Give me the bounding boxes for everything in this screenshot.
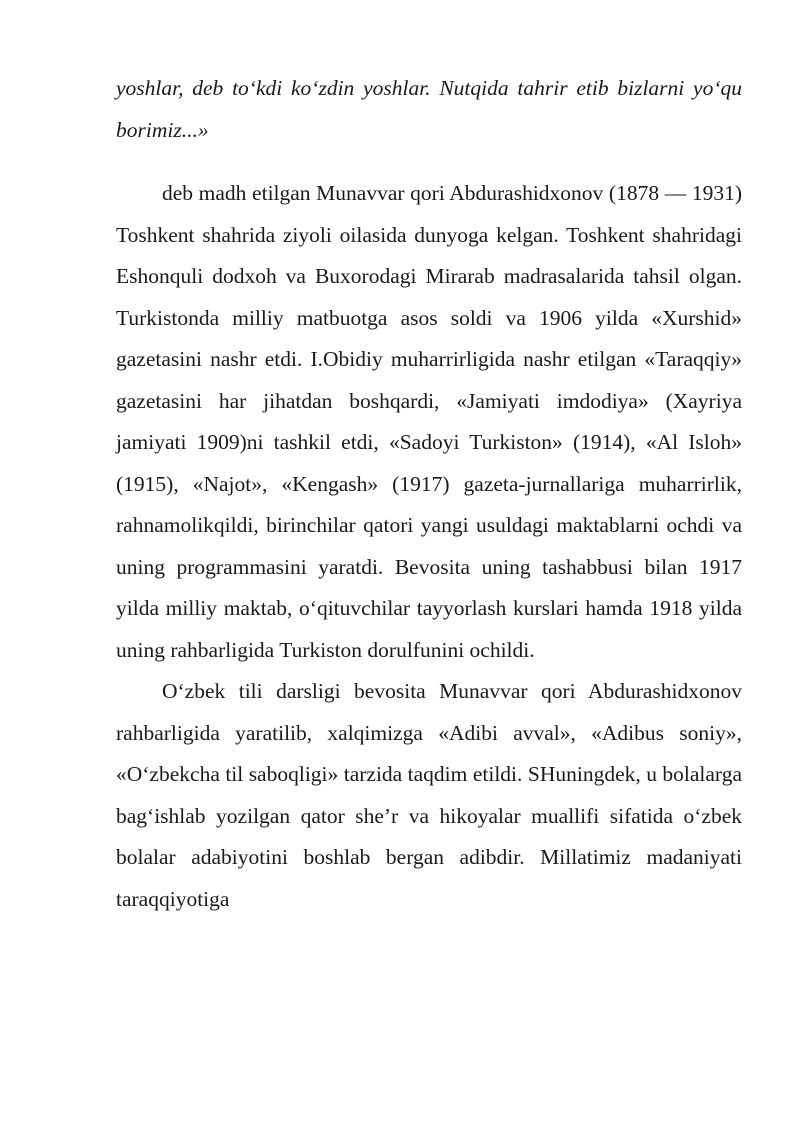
biography-paragraph: deb madh etilgan Munavvar qori Abdurashidxonov (1878 — 1931) Toshkent shahrida ziyoli oilasida dunyoga kelgan. Toshkent shahridagi Eshonquli dodxoh va Buxorodagi Mirarab madrasalarida tahsil olgan. Turkistonda milliy matbuotga asos soldi va 1906 yilda «Xurshid» gazetasini nashr etdi. I.Obidiy muharrirligida nashr etilgan «Taraqqiy» gazetasini har jihatdan boshqardi, «Jamiyati imdodiya» (Xayriya jamiyati 1909)ni tashkil etdi, «Sadoyi Turkiston» (1914), «Al Isloh» (1915), «Najot», «Kengash» (1917) gazeta-jurnallariga muharrirlik, rahnamolikqildi, birinchilar qatori yangi usuldagi maktablarni ochdi va uning programmasini yaratdi. Bevosita uning tashabbusi bilan 1917 yilda milliy maktab, o‘qituvchilar tayyorlash kurslari hamda 1918 yilda uning rahbarligida Turkiston dorulfunini ochildi. — [116, 181, 742, 662]
quote-ending-paragraph: yoshlar, deb to‘kdi ko‘zdin yoshlar. Nutqida tahrir etib bizlarni yo‘qu borimiz...» — [116, 76, 742, 142]
document-page — [116, 68, 742, 920]
paragraph-spacer — [116, 151, 742, 173]
textbook-paragraph: O‘zbek tili darsligi bevosita Munavvar qori Abdurashidxonov rahbarligida yaratilib, xalqimizga «Adibi avval», «Adibus soniy», «O‘zbekcha til saboqligi» tarzida taqdim etildi. SHuningdek, u bolalarga bag‘ishlab yozilgan qator she’r va hikoyalar muallifi sifatida o‘zbek bolalar adabiyotini boshlab bergan adibdir. Millatimiz madaniyati taraqqiyotiga — [116, 679, 742, 911]
